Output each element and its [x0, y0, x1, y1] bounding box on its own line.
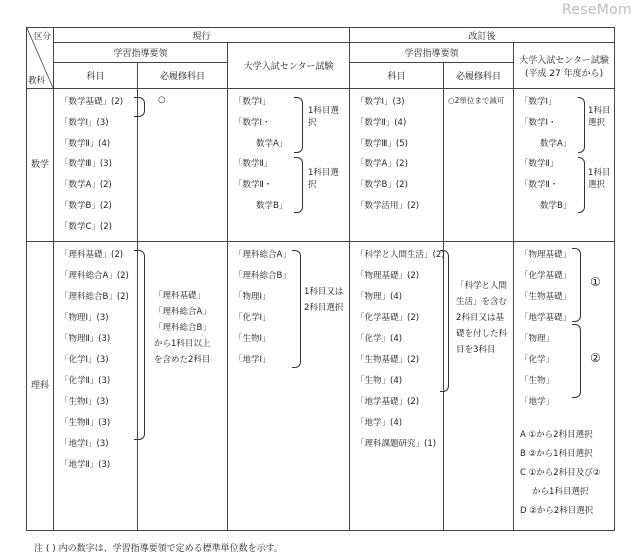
list-item: 「生物Ⅰ」	[234, 333, 271, 344]
list-item: A ①から2科目選択	[520, 429, 593, 440]
required-note: 「科学と人間生活」を含む2科目又は基礎を付した科目を3科目	[456, 280, 508, 355]
bracket	[578, 157, 585, 213]
list-item: 「物理」	[520, 333, 555, 344]
kubun-label: 区分	[33, 32, 51, 42]
list-item: 「数学A」(2)	[60, 180, 112, 191]
list-item: 「生物」(4)	[356, 375, 403, 386]
list-item: 「地学Ⅰ」(3)	[60, 438, 109, 449]
list-item: 「物理Ⅰ」	[234, 291, 271, 302]
list-item: 「数学B」(2)	[60, 200, 112, 211]
required-mark: ○	[158, 95, 166, 105]
list-item: 「数学Ⅲ」(3)	[60, 159, 112, 170]
list-item: 「数学Ⅰ」(3)	[60, 117, 109, 128]
list-item: 「理科総合B」	[234, 270, 291, 281]
list-item: 「数学Ⅰ」	[520, 97, 557, 107]
list-item: 「数学Ⅱ」	[234, 159, 273, 170]
list-item: 「物理基礎」(2)	[356, 270, 420, 281]
math-revised-center	[514, 89, 615, 242]
bracket	[572, 324, 581, 398]
list-item: 「理科総合A」(2)	[60, 270, 129, 281]
list-item: 「数学Ⅱ・	[234, 180, 273, 191]
list-item: 「地学Ⅱ」(3)	[60, 459, 111, 470]
list-item: 「理科基礎」(2)	[60, 249, 124, 260]
list-item: 「物理基礎」	[520, 249, 572, 260]
science-revised-center	[514, 241, 615, 530]
selection-note: 1科目又は2科目選択	[304, 286, 344, 313]
required-note: ○2単位まで減可	[448, 96, 505, 105]
bracket	[440, 250, 449, 392]
list-item: 「地学」	[520, 396, 555, 407]
math-revised-subjects	[350, 89, 444, 242]
science-revised-required	[444, 241, 514, 530]
list-item: 数学A」	[256, 138, 288, 149]
list-item: 「化学」(4)	[356, 333, 403, 344]
list-item: 「数学Ⅰ・	[520, 117, 557, 128]
list-item: 数学A」	[540, 138, 572, 149]
list-item: 数学B」	[256, 200, 288, 211]
revised-hisshu-header: 必履修科目	[444, 63, 514, 89]
footnote: 注 ( ) 内の数字は、学習指導要領で定める標準単位数を示す。	[34, 544, 283, 554]
list-item: 「数学活用」(2)	[356, 200, 420, 211]
list-item: 「数学Ⅲ」(5)	[356, 138, 408, 149]
science-label: 理科	[27, 241, 54, 530]
selection-note: 1科目選択	[308, 168, 339, 190]
science-current-center	[228, 241, 350, 530]
list-item: 「数学Ⅱ」(4)	[356, 117, 407, 128]
list-item: 「生物Ⅰ」(3)	[60, 396, 109, 407]
resemom-logo: ReseMom	[561, 2, 632, 18]
list-item: B ②から1科目選択	[520, 448, 593, 459]
list-item: 「生物基礎」	[520, 291, 572, 302]
current-kamoku-header: 科目	[54, 63, 138, 89]
list-item: 「物理Ⅱ」(3)	[60, 333, 111, 344]
list-item: 「地学基礎」(2)	[356, 396, 420, 407]
math-row	[27, 89, 615, 242]
list-item: 「化学」	[520, 354, 555, 365]
bracket	[134, 97, 145, 117]
list-item: 「理科総合B」(2)	[60, 291, 129, 302]
list-item: 「化学Ⅱ」(3)	[60, 375, 111, 386]
bracket	[572, 248, 581, 322]
list-item: から1科目選択	[532, 486, 589, 497]
current-gakushu-header: 学習指導要領	[54, 43, 228, 63]
math-current-required	[138, 89, 228, 242]
selection-note: 1科目選択	[588, 168, 611, 190]
bracket	[578, 97, 585, 153]
science-revised-subjects	[350, 241, 444, 530]
list-item: 「数学B」(2)	[356, 180, 408, 191]
kyoka-label: 教科	[28, 76, 46, 86]
revised-center-header: 大学入試センター試験 (平成 27 年度から)	[514, 43, 615, 89]
list-item: 「数学Ⅱ」	[520, 159, 559, 170]
bracket	[134, 250, 145, 440]
list-item: 「数学Ⅰ・	[234, 117, 271, 128]
list-item: 「数学Ⅰ」	[234, 97, 271, 107]
current-hisshu-header: 必履修科目	[138, 63, 228, 89]
list-item: 「物理」(4)	[356, 291, 403, 302]
list-item: 数学B」	[540, 200, 572, 211]
revised-gakushu-header: 学習指導要領	[350, 43, 514, 63]
list-item: 「地学」(4)	[356, 417, 403, 428]
required-note: 「理科基礎」「理科総合A」「理科総合B」から1科目以上を含めた2科目	[154, 290, 211, 365]
revised-header: 改訂後	[350, 28, 615, 43]
list-item: 「地学基礎」	[520, 312, 572, 323]
list-item: 「生物Ⅱ」(3)	[60, 417, 111, 428]
kubun-header-cell	[27, 28, 54, 89]
list-item: 「化学基礎」(2)	[356, 312, 420, 323]
science-current-subjects	[54, 241, 138, 530]
selection-note: 1科目選択	[308, 106, 339, 128]
list-item: 「生物基礎」(2)	[356, 354, 420, 365]
list-item: 「科学と人間生活」(2)	[356, 249, 445, 260]
list-item: 「地学Ⅰ」	[234, 354, 271, 365]
list-item: 「化学基礎」	[520, 270, 572, 281]
curriculum-comparison-table	[26, 27, 615, 531]
math-label: 数学	[27, 89, 54, 242]
bracket	[294, 157, 303, 213]
revised-kamoku-header: 科目	[350, 63, 444, 89]
list-item: C ①から2科目及び②	[520, 467, 601, 478]
list-item: 「生物」	[520, 375, 555, 386]
list-item: 「数学Ⅱ」(4)	[60, 138, 111, 149]
current-header: 現行	[54, 28, 350, 43]
bracket	[294, 97, 303, 153]
list-item: D ②から2科目選択	[520, 505, 594, 516]
bracket	[292, 250, 301, 368]
list-item: 「数学Ⅱ・	[520, 180, 559, 191]
math-revised-required	[444, 89, 514, 242]
math-current-center	[228, 89, 350, 242]
science-current-required	[138, 241, 228, 530]
list-item: 「数学基礎」(2)	[60, 97, 124, 107]
group2-mark: ②	[590, 350, 601, 365]
list-item: 「化学Ⅰ」(3)	[60, 354, 109, 365]
list-item: 「数学C」(2)	[60, 221, 112, 232]
list-item: 「物理Ⅰ」(3)	[60, 312, 109, 323]
selection-options	[520, 428, 600, 523]
list-item: 「数学Ⅰ」(3)	[356, 97, 405, 107]
math-current-subjects	[54, 89, 138, 242]
list-item: 「化学Ⅰ」	[234, 312, 271, 323]
list-item: 「理科課題研究」(1)	[356, 438, 437, 449]
selection-note: 1科目選択	[588, 106, 611, 128]
list-item: 「理科総合A」	[234, 249, 291, 260]
group1-mark: ①	[590, 274, 601, 289]
current-center-header: 大学入試センター試験	[228, 43, 350, 89]
science-row	[27, 241, 615, 530]
list-item: 「数学A」(2)	[356, 159, 408, 170]
